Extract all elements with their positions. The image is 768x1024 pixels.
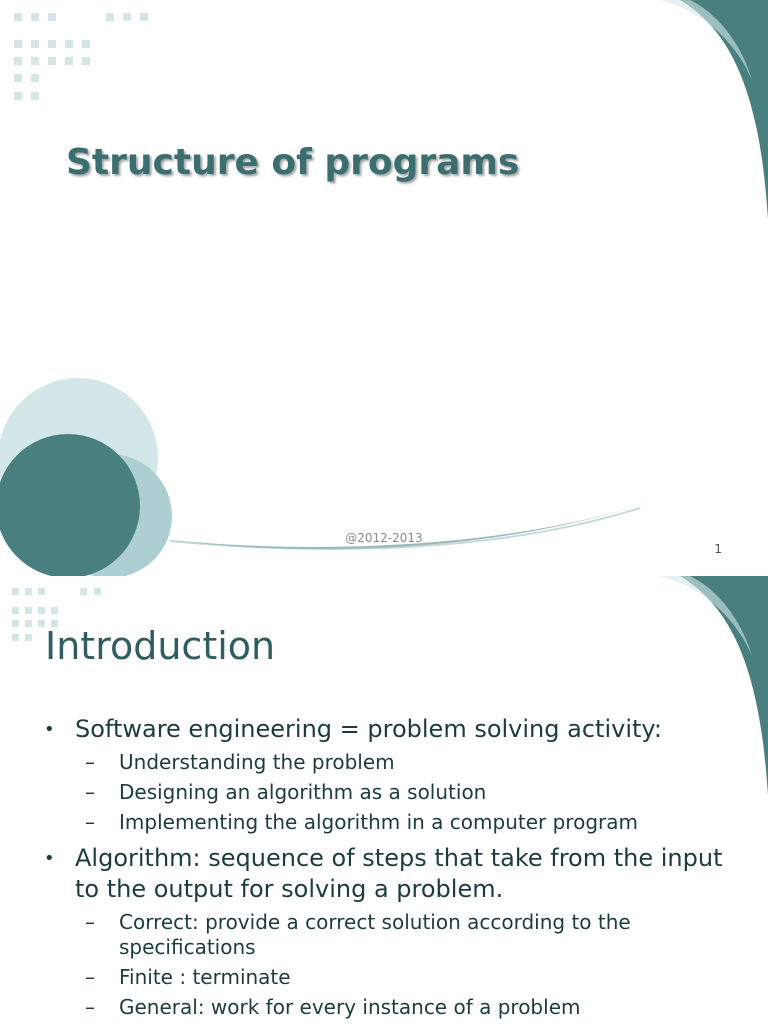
list-item [85, 810, 734, 835]
list-item [85, 750, 734, 775]
bullet-list [44, 714, 734, 1020]
page-number: 1 [714, 542, 722, 556]
slide-title: Structure of programs [66, 142, 520, 183]
sub-bullet-text: Finite : terminate [119, 965, 291, 989]
footer-text: @2012-2013 [345, 531, 423, 545]
dash-icon: – [85, 965, 95, 989]
bullet-text: Software engineering = problem solving activity: [75, 715, 662, 743]
list-item [85, 995, 734, 1020]
slide-title: Introduction [45, 624, 276, 668]
dark-circle-decoration [0, 434, 140, 576]
dash-icon: – [85, 995, 95, 1019]
bullet-icon: • [44, 719, 55, 740]
sub-list [75, 750, 734, 835]
sub-bullet-text: Implementing the algorithm in a computer program [119, 810, 638, 834]
dash-icon: – [85, 750, 95, 774]
list-item [44, 843, 734, 1020]
sub-bullet-text: General: work for every instance of a problem [119, 995, 581, 1019]
dot-pattern-decoration [14, 13, 148, 100]
list-item [85, 965, 734, 990]
sub-bullet-text: Designing an algorithm as a solution [119, 780, 487, 804]
sub-list [75, 910, 734, 1020]
dash-icon: – [85, 780, 95, 804]
list-item [85, 910, 734, 960]
content-slide [0, 576, 768, 1024]
bullet-text: Algorithm: sequence of steps that take from the input to the output for solving a problem. [75, 844, 723, 903]
dash-icon: – [85, 910, 95, 934]
sub-bullet-text: Correct: provide a correct solution according to the specifications [119, 910, 631, 959]
list-item [85, 780, 734, 805]
sub-bullet-text: Understanding the problem [119, 750, 395, 774]
bullet-icon: • [44, 848, 55, 869]
dash-icon: – [85, 810, 95, 834]
list-item [44, 714, 734, 835]
